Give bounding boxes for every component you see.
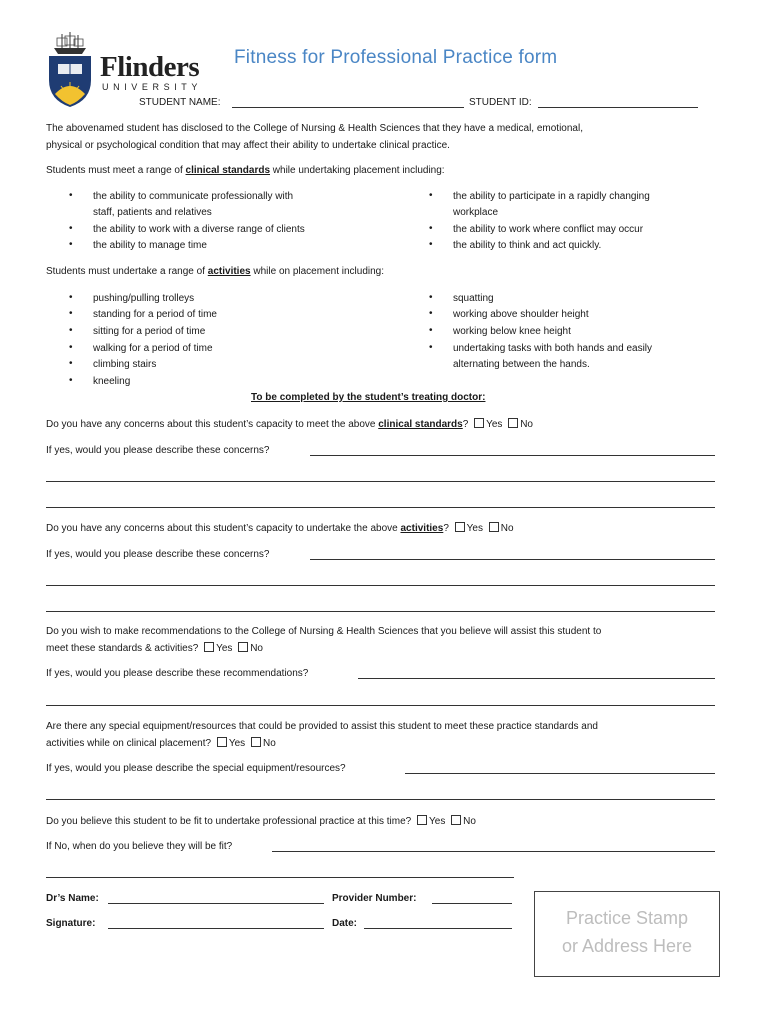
q1-answer-line-1[interactable] (310, 455, 715, 456)
q1-yes-label: Yes (486, 419, 503, 430)
list-item: • (429, 342, 433, 353)
intro-text-line2: physical or psychological condition that may affect their ability to undertake clinical practice. (46, 140, 450, 151)
date-label: Date: (332, 918, 358, 929)
q2-yes-checkbox[interactable] (455, 522, 465, 532)
signature-label: Signature: (46, 918, 96, 929)
q2-no-label: No (500, 523, 514, 534)
list-item: • (429, 308, 433, 319)
student-id-field[interactable] (538, 107, 698, 108)
q4-yes-checkbox[interactable] (217, 737, 227, 747)
q3-yes-label: Yes (216, 643, 233, 654)
q1-before: Do you have any concerns about this student’s capacity to meet the above (46, 419, 379, 430)
list-item-text: the ability to work where conflict may occur (453, 224, 644, 235)
q5-text: Do you believe this student to be fit to undertake professional practice at this time? (46, 816, 412, 827)
q4-text: activities while on clinical placement? (46, 738, 212, 749)
q3-answer-line-1[interactable] (358, 678, 715, 679)
provider-number-label: Provider Number: (332, 893, 417, 904)
q3-answer-line-2[interactable] (46, 705, 715, 706)
practice-stamp-box (534, 891, 720, 977)
clinical-intro-after: while undertaking placement including: (270, 165, 445, 176)
university-crest-icon (46, 30, 94, 108)
list-item: • (69, 308, 73, 319)
question-clinical-standards (46, 418, 533, 431)
q1-after: ? (462, 419, 469, 430)
q2-answer-line-3[interactable] (46, 611, 715, 612)
q4-no-checkbox[interactable] (251, 737, 261, 747)
q3-followup-label: If yes, would you please describe these recommendations? (46, 668, 309, 679)
question-equipment-line1: Are there any special equipment/resources that could be provided to assist this student to meet these practice standards and (46, 721, 598, 732)
q5-no-checkbox[interactable] (451, 815, 461, 825)
question-activities (46, 522, 514, 535)
list-item: • (69, 358, 73, 369)
list-item: • (69, 375, 73, 386)
list-item-text: alternating between the hands. (453, 359, 590, 370)
list-item: • (69, 292, 73, 303)
question-recommendations-line1: Do you wish to make recommendations to the College of Nursing & Health Sciences that you believe will assist this student to (46, 626, 602, 637)
activities-intro (46, 266, 384, 278)
student-name-field[interactable] (232, 107, 464, 108)
q4-yes-label: Yes (228, 738, 246, 749)
signature-field[interactable] (108, 928, 324, 929)
student-id-label: STUDENT ID: (469, 97, 532, 108)
q5-yes-label: Yes (429, 816, 446, 827)
q1-term: clinical standards (378, 419, 463, 430)
date-field[interactable] (364, 928, 512, 929)
q3-no-checkbox[interactable] (238, 642, 248, 652)
q1-answer-line-3[interactable] (46, 507, 715, 508)
activities-intro-after: while on placement including: (250, 266, 385, 277)
stamp-placeholder-line1: Practice Stamp (565, 908, 689, 928)
list-item-text: climbing stairs (93, 359, 157, 370)
list-item: • (429, 190, 433, 201)
q1-yes-checkbox[interactable] (474, 418, 484, 428)
list-item-text: walking for a period of time (93, 343, 213, 354)
list-item-text: the ability to communicate professionally with (93, 191, 294, 202)
activities-intro-before: Students must undertake a range of (46, 266, 208, 277)
list-item-text: working below knee height (453, 326, 571, 337)
drs-name-label: Dr’s Name: (46, 893, 99, 904)
q3-yes-checkbox[interactable] (204, 642, 214, 652)
q2-before: Do you have any concerns about this student’s capacity to undertake the above (46, 523, 401, 534)
list-item-text: the ability to think and act quickly. (453, 240, 602, 251)
stamp-placeholder-line2: or Address Here (561, 936, 693, 956)
q4-followup-label: If yes, would you please describe the special equipment/resources? (46, 763, 346, 774)
q5-yes-checkbox[interactable] (417, 815, 427, 825)
list-item: • (69, 325, 73, 336)
q1-followup-label: If yes, would you please describe these concerns? (46, 445, 270, 456)
list-item-text: sitting for a period of time (93, 326, 206, 337)
q4-answer-line-1[interactable] (405, 773, 715, 774)
drs-name-field[interactable] (108, 903, 324, 904)
q4-answer-line-2[interactable] (46, 799, 715, 800)
provider-number-field[interactable] (432, 903, 512, 904)
q3-text: meet these standards & activities? (46, 643, 199, 654)
signature-block-divider (46, 877, 514, 878)
list-item: • (429, 239, 433, 250)
list-item: • (429, 325, 433, 336)
q5-answer-line-1[interactable] (272, 851, 715, 852)
question-fitness (46, 815, 476, 828)
doctor-section-heading: To be completed by the student’s treating doctor: (251, 392, 486, 403)
list-item-text: standing for a period of time (93, 309, 217, 320)
q1-no-checkbox[interactable] (508, 418, 518, 428)
clinical-intro-before: Students must meet a range of (46, 165, 186, 176)
q2-answer-line-2[interactable] (46, 585, 715, 586)
list-item-text: the ability to participate in a rapidly changing (453, 191, 650, 202)
list-item-text: squatting (453, 293, 494, 304)
q2-answer-line-1[interactable] (310, 559, 715, 560)
logo-subtitle: UNIVERSITY (102, 82, 203, 92)
list-item-text: the ability to work with a diverse range of clients (93, 224, 305, 235)
list-item: • (69, 342, 73, 353)
list-item: • (429, 292, 433, 303)
clinical-standards-term: clinical standards (185, 165, 271, 176)
q5-followup-label: If No, when do you believe they will be fit? (46, 841, 233, 852)
q1-answer-line-2[interactable] (46, 481, 715, 482)
form-title: Fitness for Professional Practice form (234, 47, 558, 68)
q3-no-label: No (250, 643, 263, 654)
list-item-text: working above shoulder height (453, 309, 589, 320)
list-item-text: kneeling (93, 376, 131, 387)
q2-yes-label: Yes (466, 523, 483, 534)
q1-no-label: No (520, 419, 533, 430)
intro-text-line1: The abovenamed student has disclosed to the College of Nursing & Health Sciences that they have a medical, emotional, (46, 123, 583, 134)
q2-term: activities (400, 523, 444, 534)
list-item-text: workplace (453, 207, 499, 218)
clinical-standards-intro (46, 165, 445, 177)
student-name-label: STUDENT NAME: (139, 97, 221, 108)
activities-term: activities (207, 266, 251, 277)
list-item: • (69, 190, 73, 201)
q2-after: ? (443, 523, 449, 534)
question-equipment-line2 (46, 737, 276, 750)
q2-followup-label: If yes, would you please describe these concerns? (46, 549, 270, 560)
q5-no-label: No (463, 816, 476, 827)
list-item-text: pushing/pulling trolleys (93, 293, 195, 304)
q4-no-label: No (262, 738, 276, 749)
list-item-text: the ability to manage time (93, 240, 207, 251)
list-item-text: staff, patients and relatives (93, 207, 212, 218)
list-item-text: undertaking tasks with both hands and easily (453, 343, 653, 354)
logo-wordmark: Flinders (100, 51, 200, 83)
question-recommendations-line2 (46, 642, 263, 655)
list-item: • (69, 223, 73, 234)
list-item: • (429, 223, 433, 234)
q2-no-checkbox[interactable] (489, 522, 499, 532)
list-item: • (69, 239, 73, 250)
